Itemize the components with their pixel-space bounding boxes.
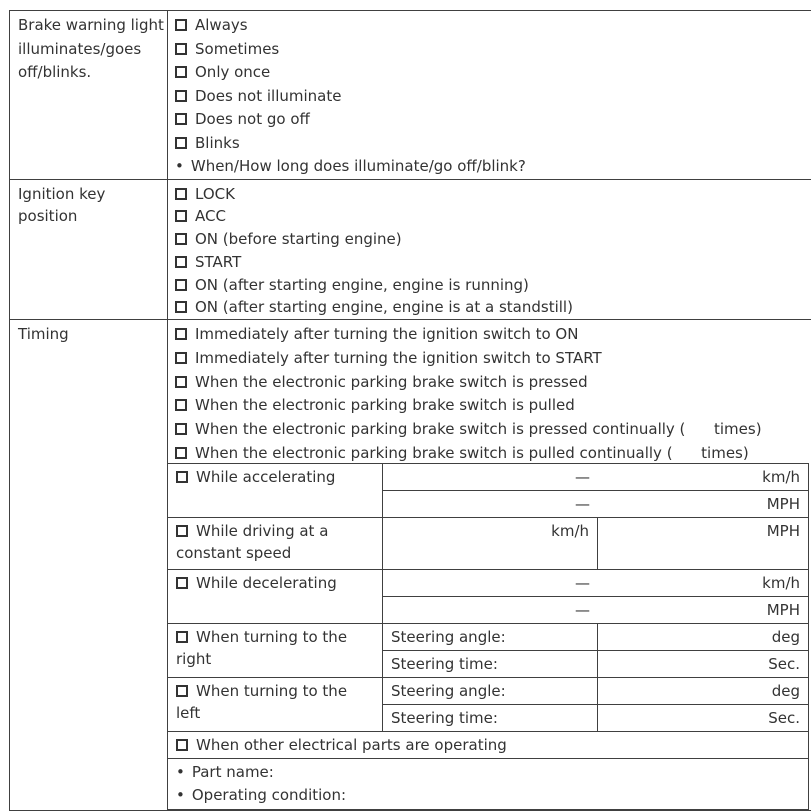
checkbox-option-on-engine-standstill[interactable]: [175, 296, 807, 319]
option-label: While driving at a constant speed: [176, 522, 328, 562]
value-cell-steering-time-sec[interactable]: Sec.: [598, 705, 809, 732]
checkbox-icon[interactable]: [175, 423, 187, 435]
option-label: Only once: [195, 63, 270, 81]
row-label-timing: Timing: [10, 320, 168, 811]
value-cell-constant-mph[interactable]: MPH: [598, 518, 809, 570]
table-row-brake-warning: [10, 11, 811, 180]
option-label: ACC: [195, 207, 226, 225]
checkbox-option-decelerating[interactable]: [168, 570, 383, 624]
value-cell-constant-kmh[interactable]: km/h: [383, 518, 598, 570]
row-label-ignition-key: Ignition key position: [10, 179, 168, 320]
value-cell-steering-angle-deg[interactable]: deg: [598, 678, 809, 705]
checkbox-icon[interactable]: [175, 113, 187, 125]
checkbox-option-accelerating[interactable]: [168, 464, 383, 518]
checkbox-icon[interactable]: [175, 399, 187, 411]
row-label-brake-warning: Brake warning light illuminates/goes off/blinks.: [10, 11, 168, 180]
field-label-steering-time: Steering time:: [383, 705, 598, 732]
option-label: When turning to the left: [176, 682, 347, 722]
questionnaire-table: [9, 10, 811, 811]
option-label: Immediately after turning the ignition switch to START: [195, 349, 602, 367]
checkbox-option-always[interactable]: [175, 14, 807, 38]
unit-label: km/h: [590, 466, 800, 488]
value-dash: —: [391, 466, 590, 488]
option-label: When the electronic parking brake switch is pulled continually ( times): [195, 444, 749, 462]
value-dash: —: [391, 599, 590, 621]
option-label: When turning to the right: [176, 628, 347, 668]
value-cell-accelerating-kmh[interactable]: [383, 464, 809, 491]
timing-options: [168, 320, 811, 463]
checkbox-icon[interactable]: [175, 188, 187, 200]
value-cell-decelerating-kmh[interactable]: [383, 570, 809, 597]
option-label: ON (after starting engine, engine is at a standstill): [195, 298, 573, 316]
checkbox-icon[interactable]: [176, 525, 188, 537]
option-label: When the electronic parking brake switch is pressed continually ( times): [195, 420, 762, 438]
checkbox-option-epb-pressed-continually[interactable]: [175, 418, 807, 442]
checkbox-icon[interactable]: [175, 19, 187, 31]
unit-label: MPH: [590, 493, 800, 515]
checkbox-icon[interactable]: [175, 137, 187, 149]
option-label: When other electrical parts are operating: [196, 736, 507, 754]
checkbox-icon[interactable]: [176, 685, 188, 697]
option-label: ON (after starting engine, engine is running): [195, 276, 529, 294]
checkbox-option-epb-pulled[interactable]: [175, 394, 807, 418]
option-label: Does not illuminate: [195, 87, 341, 105]
option-label: While accelerating: [196, 468, 335, 486]
bullet-note-when-how-long: [175, 155, 807, 179]
option-label: Immediately after turning the ignition switch to ON: [195, 325, 578, 343]
checkbox-icon[interactable]: [175, 447, 187, 459]
table-row-turning-left: [168, 678, 809, 705]
table-row-part-notes: [168, 759, 809, 810]
value-dash: —: [391, 493, 590, 515]
note-label: When/How long does illuminate/go off/blink?: [191, 157, 526, 175]
checkbox-icon[interactable]: [175, 233, 187, 245]
speed-conditions-table: [167, 463, 809, 810]
table-row-other-electrical: [168, 732, 809, 759]
checkbox-option-does-not-go-off[interactable]: [175, 108, 807, 132]
questionnaire-sheet: [9, 10, 811, 811]
unit-label: MPH: [590, 599, 800, 621]
checkbox-icon[interactable]: [176, 471, 188, 483]
checkbox-option-start[interactable]: [175, 251, 807, 274]
table-row-constant-speed: [168, 518, 809, 570]
checkbox-option-turning-right[interactable]: [168, 624, 383, 678]
checkbox-icon[interactable]: [176, 739, 188, 751]
checkbox-icon[interactable]: [175, 352, 187, 364]
value-cell-decelerating-mph[interactable]: [383, 597, 809, 624]
part-notes-cell: [168, 759, 809, 810]
checkbox-icon[interactable]: [175, 279, 187, 291]
field-label-steering-angle: Steering angle:: [383, 678, 598, 705]
option-label: Sometimes: [195, 40, 279, 58]
table-row-ignition-key: [10, 179, 811, 320]
checkbox-option-on-before-start[interactable]: [175, 228, 807, 251]
checkbox-icon[interactable]: [175, 43, 187, 55]
field-label-steering-time: Steering time:: [383, 651, 598, 678]
checkbox-icon[interactable]: [175, 90, 187, 102]
checkbox-icon[interactable]: [175, 301, 187, 313]
checkbox-icon[interactable]: [175, 376, 187, 388]
option-label: START: [195, 253, 241, 271]
checkbox-icon[interactable]: [175, 256, 187, 268]
value-cell-steering-angle-deg[interactable]: deg: [598, 624, 809, 651]
bullet-icon: •: [176, 761, 185, 784]
checkbox-option-sometimes[interactable]: [175, 38, 807, 62]
checkbox-icon[interactable]: [175, 66, 187, 78]
value-cell-steering-time-sec[interactable]: Sec.: [598, 651, 809, 678]
checkbox-option-on-engine-running[interactable]: [175, 274, 807, 297]
option-label: When the electronic parking brake switch is pulled: [195, 396, 575, 414]
checkbox-option-other-electrical[interactable]: [168, 732, 809, 759]
value-dash: —: [391, 572, 590, 594]
option-label: LOCK: [195, 185, 235, 203]
checkbox-option-only-once[interactable]: [175, 61, 807, 85]
bullet-note-part-name: [176, 761, 800, 784]
checkbox-option-does-not-illuminate[interactable]: [175, 85, 807, 109]
value-cell-accelerating-mph[interactable]: [383, 491, 809, 518]
field-label-steering-angle: Steering angle:: [383, 624, 598, 651]
option-label: Always: [195, 16, 248, 34]
table-row-decelerating: [168, 570, 809, 597]
option-label: ON (before starting engine): [195, 230, 402, 248]
checkbox-option-epb-pulled-continually[interactable]: [175, 442, 807, 466]
note-label: Operating condition:: [192, 786, 346, 804]
checkbox-option-blinks[interactable]: [175, 132, 807, 156]
option-label: When the electronic parking brake switch is pressed: [195, 373, 588, 391]
brake-warning-options: [168, 11, 811, 179]
option-label: While decelerating: [196, 574, 337, 592]
table-row-turning-right: [168, 624, 809, 651]
checkbox-icon[interactable]: [176, 577, 188, 589]
checkbox-option-lock[interactable]: [175, 183, 807, 206]
unit-label: km/h: [590, 572, 800, 594]
table-row-accelerating: [168, 464, 809, 491]
checkbox-icon[interactable]: [175, 328, 187, 340]
checkbox-icon[interactable]: [175, 210, 187, 222]
bullet-note-operating-condition: [176, 784, 800, 807]
table-row-timing: [10, 320, 811, 811]
ignition-key-options: [168, 180, 811, 320]
option-label: Blinks: [195, 134, 240, 152]
option-label: Does not go off: [195, 110, 310, 128]
checkbox-option-constant-speed[interactable]: [168, 518, 383, 570]
checkbox-option-epb-pressed[interactable]: [175, 371, 807, 395]
checkbox-option-ignition-start[interactable]: [175, 347, 807, 371]
bullet-icon: •: [175, 155, 184, 179]
note-label: Part name:: [192, 763, 274, 781]
checkbox-icon[interactable]: [176, 631, 188, 643]
checkbox-option-acc[interactable]: [175, 205, 807, 228]
checkbox-option-turning-left[interactable]: [168, 678, 383, 732]
bullet-icon: •: [176, 784, 185, 807]
checkbox-option-ignition-on[interactable]: [175, 323, 807, 347]
